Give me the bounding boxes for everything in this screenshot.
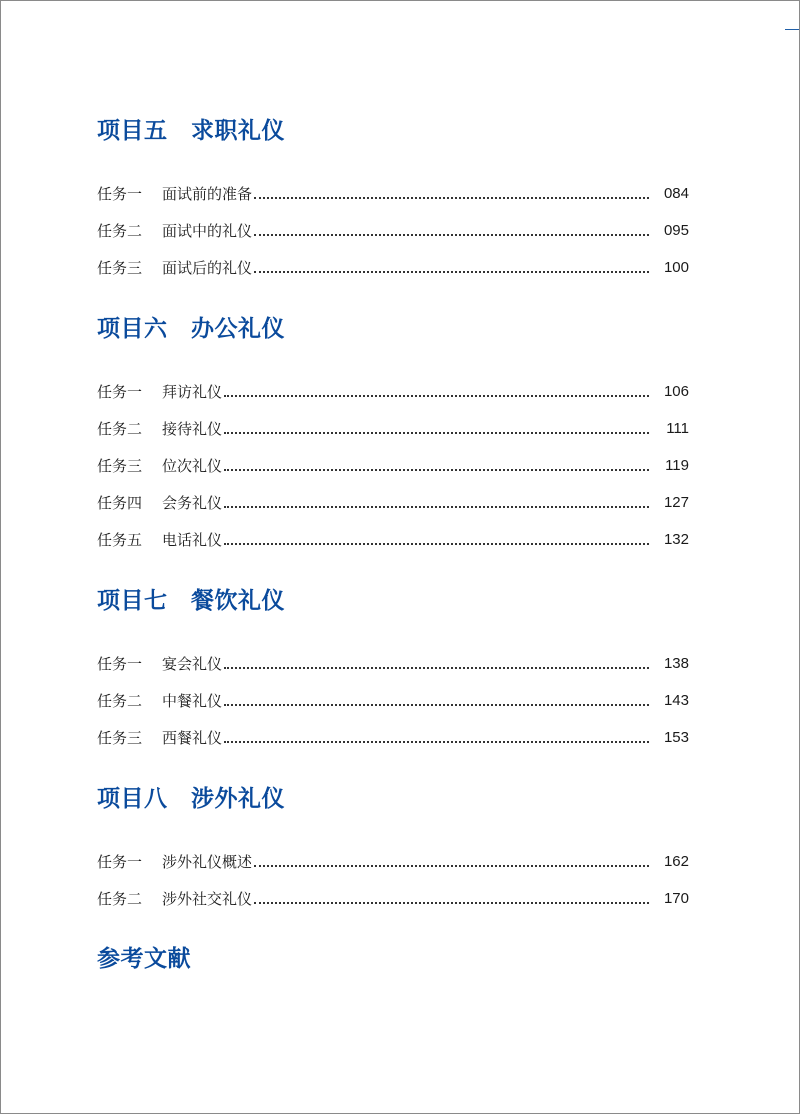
- task-number: 任务二: [97, 890, 143, 908]
- task-number: 任务四: [97, 494, 143, 512]
- task-title: 中餐礼仪: [162, 692, 223, 710]
- toc-entry[interactable]: [97, 638, 689, 675]
- toc-section-8: [97, 784, 689, 910]
- task-title: 面试后的礼仪: [162, 259, 253, 277]
- page-number: 132: [663, 531, 689, 548]
- task-number: 任务二: [97, 420, 143, 438]
- page-number: 084: [663, 185, 689, 202]
- task-list: [97, 168, 689, 279]
- task-list: [97, 366, 689, 551]
- task-title: 拜访礼仪: [162, 383, 223, 401]
- corner-mark: [785, 29, 799, 30]
- task-list: [97, 638, 689, 749]
- page-number: 100: [663, 259, 689, 276]
- dot-leader: [224, 542, 649, 545]
- task-title: 面试中的礼仪: [162, 222, 253, 240]
- section-title: 项目五 求职礼仪: [97, 118, 285, 144]
- dot-leader: [254, 196, 649, 199]
- dot-leader: [254, 233, 649, 236]
- toc-entry[interactable]: [97, 403, 689, 440]
- toc-section-6: [97, 314, 689, 551]
- dot-leader: [224, 703, 649, 706]
- toc-entry[interactable]: [97, 836, 689, 873]
- toc-entry[interactable]: [97, 675, 689, 712]
- toc-entry[interactable]: [97, 205, 689, 242]
- task-number: 任务一: [97, 185, 143, 203]
- task-number: 任务三: [97, 259, 143, 277]
- toc-entry[interactable]: [97, 712, 689, 749]
- task-number: 任务二: [97, 222, 143, 240]
- page-number: 138: [663, 655, 689, 672]
- task-title: 涉外礼仪概述: [162, 853, 253, 871]
- dot-leader: [224, 505, 649, 508]
- references-title: 参考文献: [97, 946, 191, 972]
- task-number: 任务一: [97, 655, 143, 673]
- toc-entry[interactable]: [97, 168, 689, 205]
- task-title: 会务礼仪: [162, 494, 223, 512]
- task-number: 任务五: [97, 531, 143, 549]
- dot-leader: [224, 394, 649, 397]
- toc-entry[interactable]: [97, 242, 689, 279]
- page-number: 143: [663, 692, 689, 709]
- toc-section-5: [97, 116, 689, 279]
- toc-entry[interactable]: [97, 440, 689, 477]
- toc-entry[interactable]: [97, 514, 689, 551]
- task-number: 任务一: [97, 853, 143, 871]
- dot-leader: [254, 901, 649, 904]
- toc-entry[interactable]: [97, 873, 689, 910]
- task-title: 电话礼仪: [162, 531, 223, 549]
- page-number: 127: [663, 494, 689, 511]
- toc-entry[interactable]: [97, 477, 689, 514]
- dot-leader: [254, 270, 649, 273]
- references-entry[interactable]: [97, 944, 191, 974]
- dot-leader: [224, 666, 649, 669]
- task-title: 涉外社交礼仪: [162, 890, 253, 908]
- dot-leader: [254, 864, 649, 867]
- task-number: 任务三: [97, 729, 143, 747]
- task-title: 接待礼仪: [162, 420, 223, 438]
- task-number: 任务二: [97, 692, 143, 710]
- page-number: 153: [663, 729, 689, 746]
- section-title: 项目八 涉外礼仪: [97, 786, 285, 812]
- task-title: 面试前的准备: [162, 185, 253, 203]
- dot-leader: [224, 431, 649, 434]
- task-title: 西餐礼仪: [162, 729, 223, 747]
- page-number: 095: [663, 222, 689, 239]
- page-number: 162: [663, 853, 689, 870]
- task-number: 任务三: [97, 457, 143, 475]
- dot-leader: [224, 468, 649, 471]
- task-list: [97, 836, 689, 910]
- toc-section-7: [97, 586, 689, 749]
- dot-leader: [224, 740, 649, 743]
- page-number: 106: [663, 383, 689, 400]
- section-title: 项目七 餐饮礼仪: [97, 588, 285, 614]
- task-title: 宴会礼仪: [162, 655, 223, 673]
- task-title: 位次礼仪: [162, 457, 223, 475]
- page-number: 170: [663, 890, 689, 907]
- page-number: 111: [666, 420, 689, 437]
- task-number: 任务一: [97, 383, 143, 401]
- toc-entry[interactable]: [97, 366, 689, 403]
- page-number: 119: [665, 457, 689, 474]
- section-title: 项目六 办公礼仪: [97, 316, 285, 342]
